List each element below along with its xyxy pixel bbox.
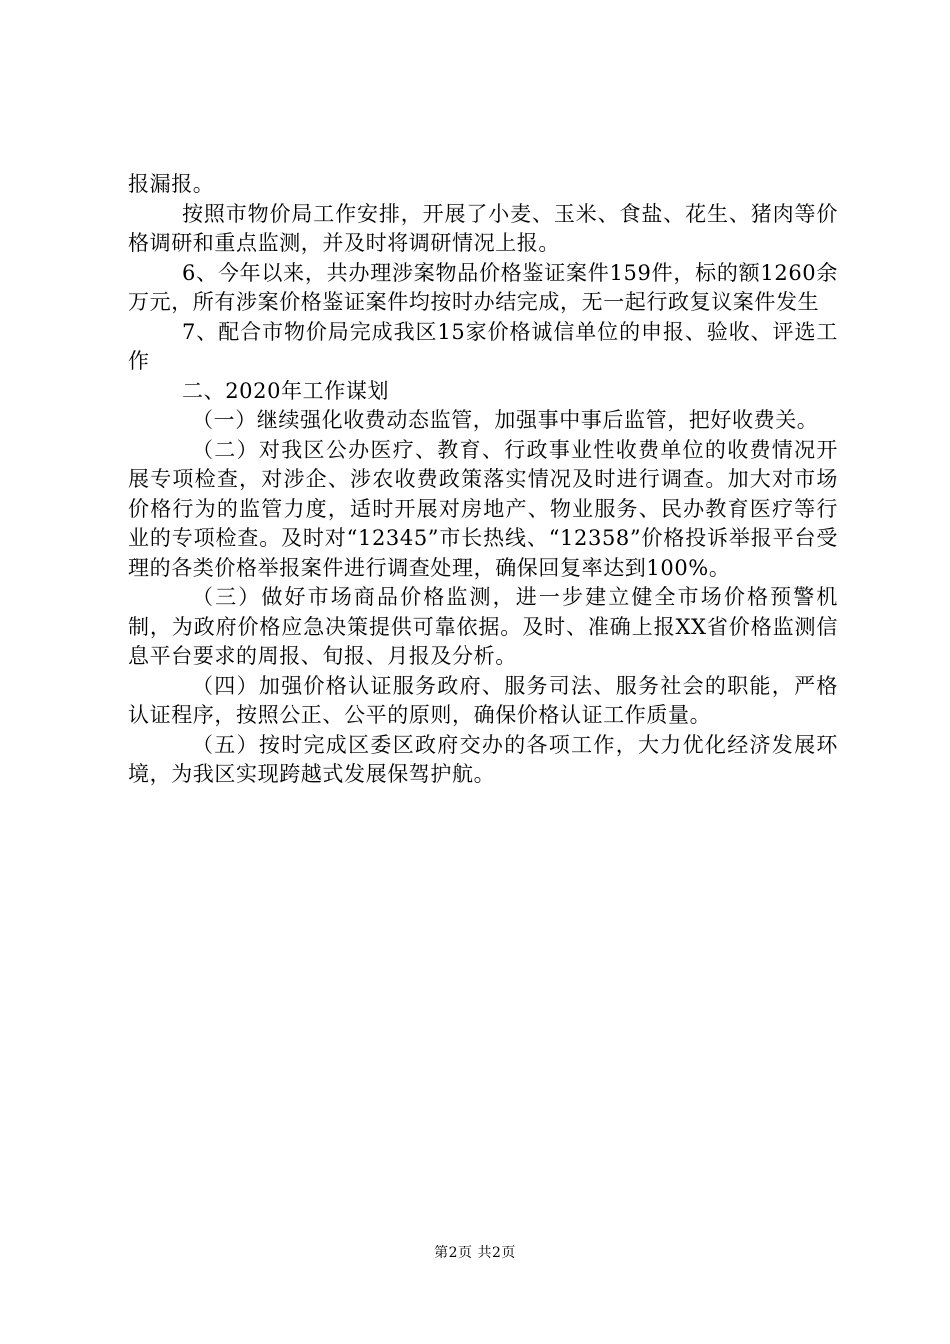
paragraph-price-research: 按照市物价局工作安排，开展了小麦、玉米、食盐、花生、猪肉等价格调研和重点监测，并及时将调研情况上报。 bbox=[128, 201, 838, 255]
paragraph-plan-5: （五）按时完成区委区政府交办的各项工作，大力优化经济发展环境，为我区实现跨越式发展保驾护航。 bbox=[128, 732, 838, 786]
paragraph-plan-1: （一）继续强化收费动态监管，加强事中事后监管，把好收费关。 bbox=[192, 408, 819, 432]
page-footer: 第2页 共2页 bbox=[434, 1245, 516, 1261]
paragraph-item-7: 7、配合市物价局完成我区15家价格诚信单位的申报、验收、评选工作 bbox=[128, 319, 838, 373]
paragraph-plan-4: （四）加强价格认证服务政府、服务司法、服务社会的职能，严格认证程序，按照公正、公平的原则，确保价格认证工作质量。 bbox=[128, 673, 838, 727]
document-body bbox=[128, 170, 838, 790]
section-heading-2020-plan: 二、2020年工作谋划 bbox=[182, 378, 390, 403]
paragraph-continuation: 报漏报。 bbox=[128, 172, 215, 196]
paragraph-item-6: 6、今年以来，共办理涉案物品价格鉴证案件159件，标的额1260余万元，所有涉案价格鉴证案件均按时办结完成，无一起行政复议案件发生 bbox=[128, 260, 838, 314]
paragraph-plan-3: （三）做好市场商品价格监测，进一步建立健全市场价格预警机制，为政府价格应急决策提供可靠依据。及时、准确上报XX省价格监测信息平台要求的周报、旬报、月报及分析。 bbox=[128, 585, 838, 668]
paragraph-plan-2: （二）对我区公办医疗、教育、行政事业性收费单位的收费情况开展专项检查，对涉企、涉农收费政策落实情况及时进行调查。加大对市场价格行为的监管力度，适时开展对房地产、物业服务、民办教育医疗等行业的专项检查。及时对“12345”市长热线、“12358”价格投诉举报平台受理的各类价格举报案件进行调查处理，确保回复率达到100%。 bbox=[128, 437, 838, 580]
